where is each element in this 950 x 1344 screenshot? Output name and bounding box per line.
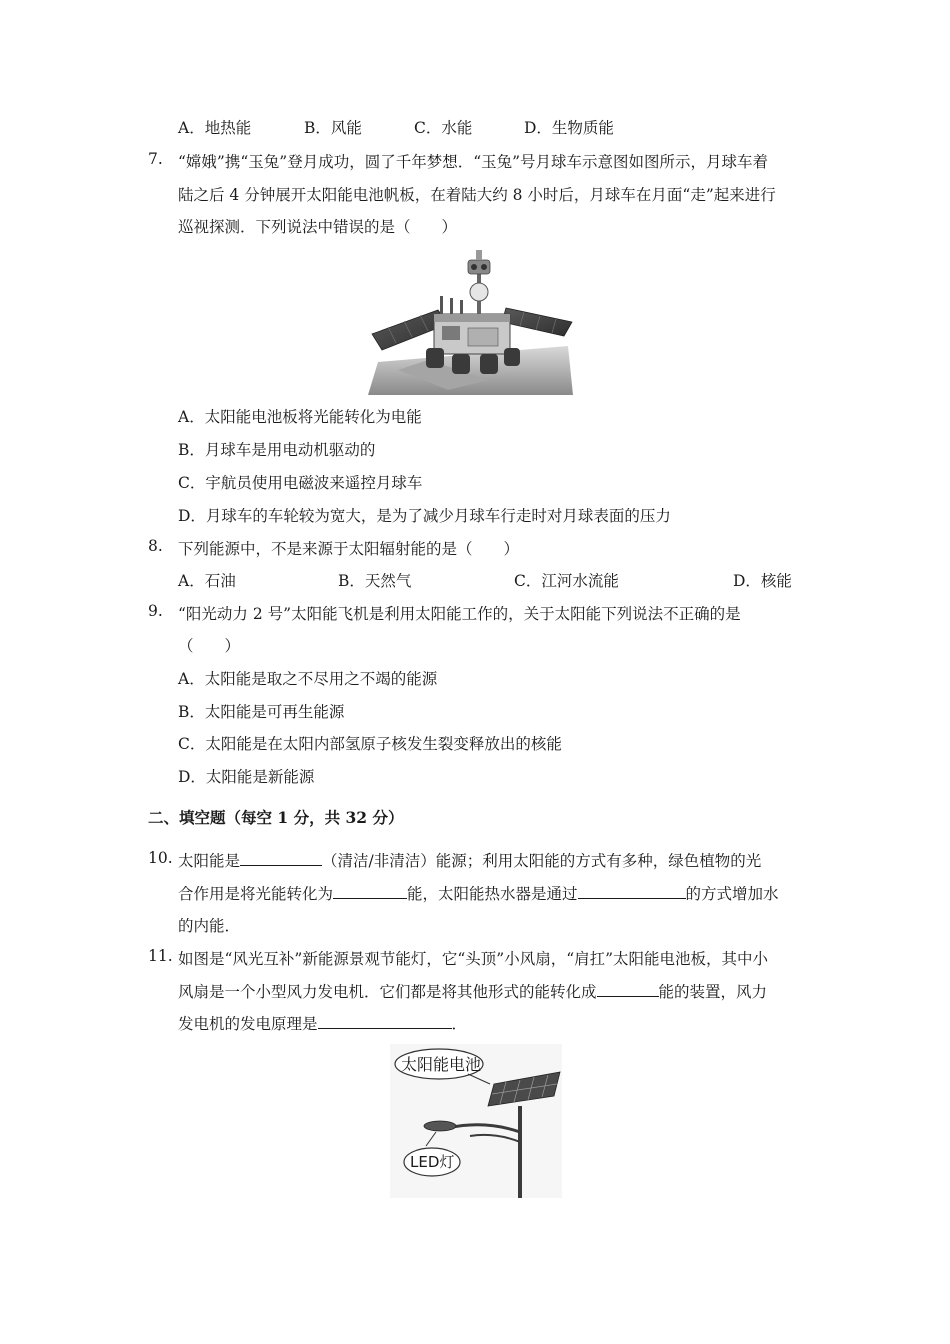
q11-text-2a: 风扇是一个小型风力发电机．它们都是将其他形式的能转化成 <box>178 983 597 1001</box>
q11-text-3b: ． <box>451 1015 468 1033</box>
q11-number: 11. <box>148 947 173 965</box>
q7-stem-line-1: “嫦娥”携“玉兔”登月成功，圆了千年梦想．“玉兔”号月球车示意图如图所示，月球车着 <box>178 153 769 171</box>
q9-option-d: D．太阳能是新能源 <box>178 768 315 786</box>
lunar-rover-figure <box>368 250 578 395</box>
q7-option-b: B．月球车是用电动机驱动的 <box>178 441 376 459</box>
q11-blank-2[interactable] <box>318 1012 452 1029</box>
q7-stem-line-3: 巡视探测．下列说法中错误的是（ ） <box>178 218 458 236</box>
q7-stem-line-2: 陆之后 4 分钟展开太阳能电池帆板，在着陆大约 8 小时后，月球车在月面“走”起来进行 <box>178 186 776 204</box>
q9-option-c: C．太阳能是在太阳内部氢原子核发生裂变释放出的核能 <box>178 735 562 753</box>
q7-option-d: D．月球车的车轮较为宽大，是为了减少月球车行走时对月球表面的压力 <box>178 507 671 525</box>
q9-stem-line-2: （ ） <box>178 637 241 655</box>
q9-number: 9. <box>148 602 163 620</box>
solar-cell-label: 太阳能电池 <box>401 1055 482 1074</box>
q11-line-1: 如图是“风光互补”新能源景观节能灯，它“头顶”小风扇，“肩扛”太阳能电池板，其中小 <box>178 950 769 968</box>
street-lamp-figure <box>390 1044 562 1198</box>
q10-line-1 <box>178 849 761 871</box>
q9-option-b: B．太阳能是可再生能源 <box>178 703 345 721</box>
q7-number: 7. <box>148 150 163 168</box>
q6-option-d: D．生物质能 <box>524 119 614 137</box>
lunar-rover-illustration <box>368 250 578 395</box>
q10-text-2b: 能，太阳能热水器是通过 <box>407 885 578 903</box>
q10-text-1b: （清洁/非清洁）能源；利用太阳能的方式有多种，绿色植物的光 <box>322 852 762 870</box>
q6-option-c: C．水能 <box>414 119 473 137</box>
q10-blank-3[interactable] <box>578 882 686 899</box>
q9-option-a: A．太阳能是取之不尽用之不竭的能源 <box>178 670 438 688</box>
q9-stem-line-1: “阳光动力 2 号”太阳能飞机是利用太阳能工作的，关于太阳能下列说法不正确的是 <box>178 605 741 623</box>
q10-text-2a: 合作用是将光能转化为 <box>178 885 334 903</box>
q11-line-3 <box>178 1012 467 1034</box>
q7-option-a: A．太阳能电池板将光能转化为电能 <box>178 408 422 426</box>
q8-option-d: D．核能 <box>733 572 792 590</box>
q8-stem: 下列能源中，不是来源于太阳辐射能的是（ ） <box>178 540 520 558</box>
led-light-label: LED灯 <box>410 1153 455 1171</box>
q8-option-b: B．天然气 <box>338 572 412 590</box>
q10-line-2 <box>178 882 779 904</box>
q11-text-3a: 发电机的发电原理是 <box>178 1015 318 1033</box>
q10-blank-1[interactable] <box>240 849 322 866</box>
q6-option-b: B．风能 <box>304 119 362 137</box>
q8-option-c: C．江河水流能 <box>514 572 619 590</box>
section-2-heading: 二、填空题（每空 1 分，共 32 分） <box>148 808 404 827</box>
q10-blank-2[interactable] <box>333 882 407 899</box>
q10-number: 10. <box>148 849 173 867</box>
q11-line-2 <box>178 980 767 1002</box>
q6-option-a: A．地热能 <box>178 119 252 137</box>
q8-number: 8. <box>148 537 163 555</box>
q8-option-a: A．石油 <box>178 572 236 590</box>
q11-blank-1[interactable] <box>597 980 659 997</box>
q10-text-1a: 太阳能是 <box>178 852 241 870</box>
q11-text-2b: 能的装置，风力 <box>658 983 768 1001</box>
q10-line-3: 的内能． <box>178 917 241 935</box>
q10-text-2c: 的方式增加水 <box>685 885 779 903</box>
q7-option-c: C．宇航员使用电磁波来遥控月球车 <box>178 474 423 492</box>
